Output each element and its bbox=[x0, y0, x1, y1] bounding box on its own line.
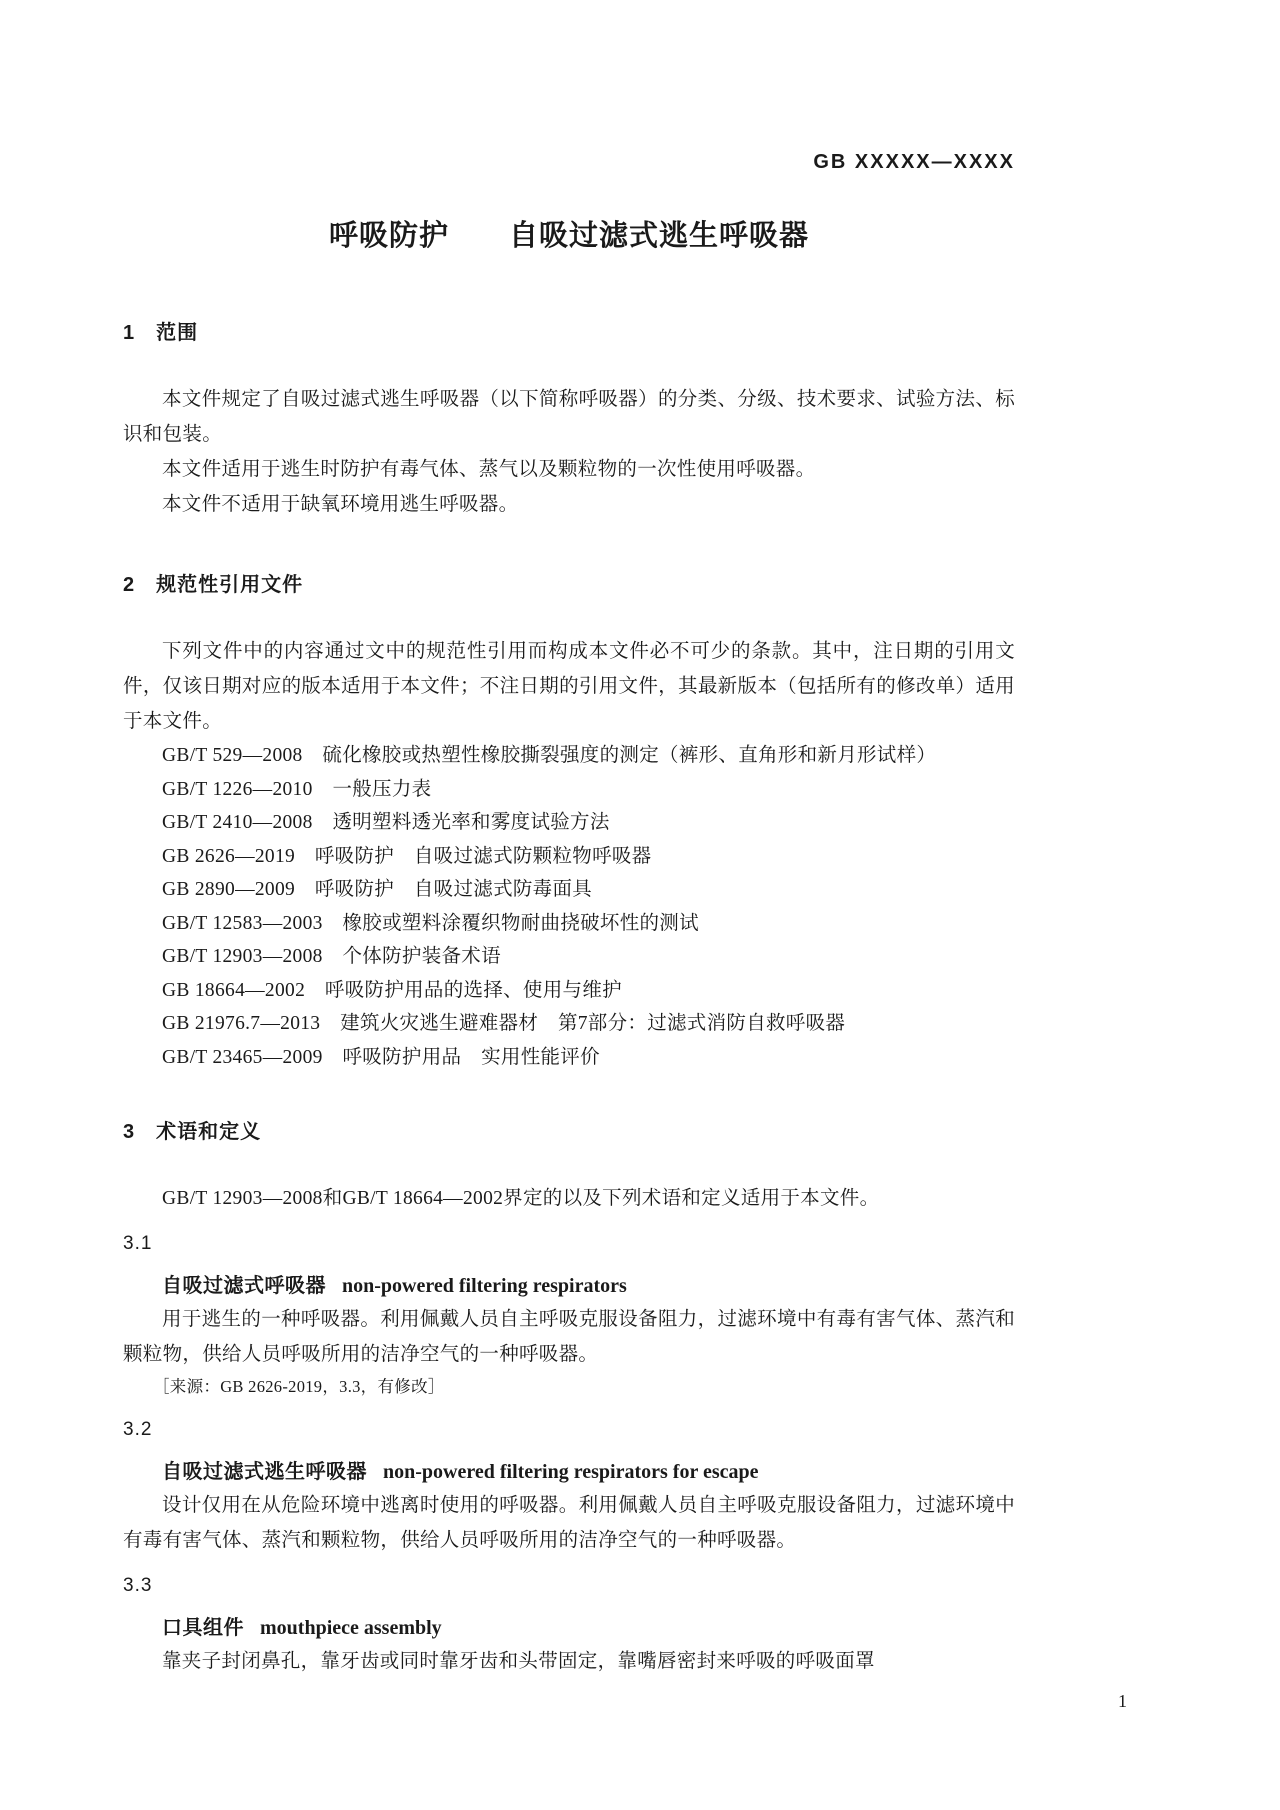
section-1-paragraph: 本文件不适用于缺氧环境用逃生呼吸器。 bbox=[162, 494, 519, 515]
term-title bbox=[123, 1272, 1015, 1300]
section-1-paragraph: 本文件规定了自吸过滤式逃生呼吸器（以下简称呼吸器）的分类、分级、技术要求、试验方法、标识和包装。 bbox=[123, 389, 1015, 445]
term-source-note: ［来源：GB 2626-2019，3.3，有修改］ bbox=[153, 1377, 445, 1396]
term-title bbox=[123, 1614, 1015, 1642]
section-3-heading: 3 术语和定义 bbox=[123, 1121, 262, 1143]
reference-item: GB 18664—2002 呼吸防护用品的选择、使用与维护 bbox=[162, 979, 622, 1001]
document-title: 呼吸防护 自吸过滤式逃生呼吸器 bbox=[328, 220, 809, 252]
term-title bbox=[123, 1458, 1015, 1486]
section-2-intro: 下列文件中的内容通过文中的规范性引用而构成本文件必不可少的条款。其中，注日期的引用文件，仅该日期对应的版本适用于本文件；不注日期的引用文件，其最新版本（包括所有的修改单）适用于本文件。 bbox=[123, 641, 1015, 732]
term-name-en: non-powered filtering respirators bbox=[342, 1275, 627, 1297]
term-name-en: mouthpiece assembly bbox=[260, 1617, 442, 1639]
reference-item: GB 21976.7—2013 建筑火灾逃生避难器材 第7部分：过滤式消防自救呼吸器 bbox=[162, 1013, 846, 1034]
term-name-en: non-powered filtering respirators for escape bbox=[383, 1461, 759, 1483]
term-number: 3.3 bbox=[123, 1575, 153, 1596]
reference-item: GB 2890—2009 呼吸防护 自吸过滤式防毒面具 bbox=[162, 879, 593, 900]
term-number: 3.2 bbox=[123, 1419, 153, 1440]
term-name-zh: 自吸过滤式逃生呼吸器 bbox=[162, 1461, 367, 1483]
section-2-heading: 2 规范性引用文件 bbox=[123, 574, 304, 596]
document-content bbox=[123, 0, 1015, 1679]
reference-item: GB/T 12903—2008 个体防护装备术语 bbox=[162, 946, 501, 967]
term-definition: 设计仅用在从危险环境中逃离时使用的呼吸器。利用佩戴人员自主呼吸克服设备阻力，过滤环境中有毒有害气体、蒸汽和颗粒物，供给人员呼吸所用的洁净空气的一种呼吸器。 bbox=[123, 1495, 1015, 1551]
term-name-zh: 自吸过滤式呼吸器 bbox=[162, 1275, 326, 1297]
document-header bbox=[123, 150, 1015, 174]
reference-item: GB/T 1226—2010 一般压力表 bbox=[162, 778, 432, 800]
normative-reference-list bbox=[123, 739, 1015, 1074]
reference-item: GB/T 23465—2009 呼吸防护用品 实用性能评价 bbox=[162, 1046, 600, 1068]
section-3-intro: GB/T 12903—2008和GB/T 18664—2002界定的以及下列术语和定义适用于本文件。 bbox=[162, 1188, 880, 1209]
reference-item: GB/T 529—2008 硫化橡胶或热塑性橡胶撕裂强度的测定（裤形、直角形和新月形试样） bbox=[162, 745, 937, 766]
term-definition: 用于逃生的一种呼吸器。利用佩戴人员自主呼吸克服设备阻力，过滤环境中有毒有害气体、蒸汽和颗粒物，供给人员呼吸所用的洁净空气的一种呼吸器。 bbox=[123, 1309, 1015, 1365]
standard-code: GB XXXXX—XXXX bbox=[813, 151, 1015, 173]
page-number: 1 bbox=[1118, 1691, 1127, 1711]
reference-item: GB 2626—2019 呼吸防护 自吸过滤式防颗粒物呼吸器 bbox=[162, 845, 652, 867]
term-name-zh: 口具组件 bbox=[162, 1617, 244, 1639]
reference-item: GB/T 12583—2003 橡胶或塑料涂覆织物耐曲挠破坏性的测试 bbox=[162, 912, 699, 934]
term-definition: 靠夹子封闭鼻孔，靠牙齿或同时靠牙齿和头带固定，靠嘴唇密封来呼吸的呼吸面罩 bbox=[162, 1651, 875, 1672]
section-1-heading: 1 范围 bbox=[123, 322, 199, 344]
term-number: 3.1 bbox=[123, 1233, 153, 1254]
reference-item: GB/T 2410—2008 透明塑料透光率和雾度试验方法 bbox=[162, 812, 610, 833]
section-1-paragraph: 本文件适用于逃生时防护有毒气体、蒸气以及颗粒物的一次性使用呼吸器。 bbox=[162, 459, 816, 480]
